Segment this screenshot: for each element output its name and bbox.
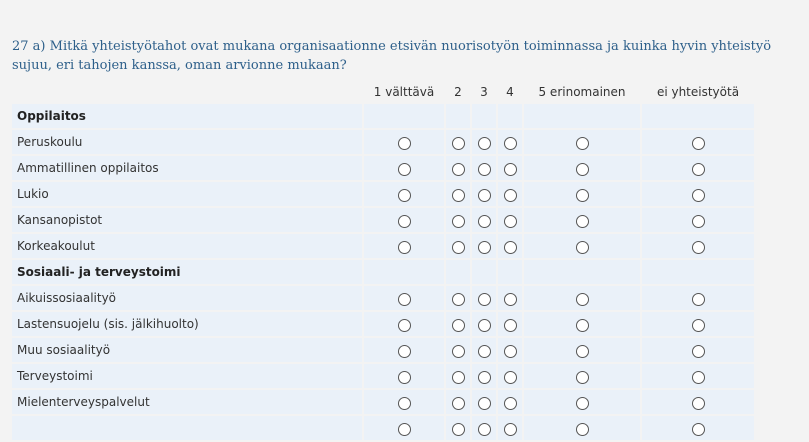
radio-cell	[642, 338, 754, 362]
radio-cell	[446, 338, 470, 362]
rating-radio[interactable]	[478, 319, 491, 332]
rating-radio[interactable]	[478, 163, 491, 176]
radio-cell	[498, 208, 522, 232]
radio-cell	[364, 182, 444, 206]
rating-radio[interactable]	[398, 293, 411, 306]
category-empty-cell	[642, 104, 754, 128]
rating-radio[interactable]	[478, 241, 491, 254]
rating-radio[interactable]	[576, 189, 589, 202]
category-empty-cell	[498, 104, 522, 128]
table-row	[12, 312, 754, 336]
column-header-row	[12, 82, 754, 102]
rating-radio[interactable]	[452, 137, 465, 150]
radio-cell	[524, 208, 640, 232]
radio-cell	[364, 156, 444, 180]
radio-cell	[446, 182, 470, 206]
rating-radio[interactable]	[576, 241, 589, 254]
rating-radio[interactable]	[576, 163, 589, 176]
category-empty-cell	[524, 260, 640, 284]
rating-radio[interactable]	[478, 423, 491, 436]
radio-cell	[642, 156, 754, 180]
radio-cell	[642, 312, 754, 336]
rating-radio[interactable]	[398, 319, 411, 332]
category-empty-cell	[498, 260, 522, 284]
radio-cell	[472, 364, 496, 388]
table-row	[12, 182, 754, 206]
radio-cell	[364, 286, 444, 310]
column-header: 1 välttävä	[373, 85, 435, 99]
category-label: Sosiaali- ja terveystoimi	[12, 260, 362, 284]
rating-radio[interactable]	[576, 371, 589, 384]
rating-radio[interactable]	[452, 241, 465, 254]
radio-cell	[524, 338, 640, 362]
row-label: Korkeakoulut	[12, 234, 362, 258]
rating-radio[interactable]	[692, 215, 705, 228]
radio-cell	[472, 208, 496, 232]
radio-cell	[446, 286, 470, 310]
rating-radio[interactable]	[576, 345, 589, 358]
rating-radio[interactable]	[478, 371, 491, 384]
rating-radio[interactable]	[398, 137, 411, 150]
row-label: Aikuissosiaalityö	[12, 286, 362, 310]
radio-cell	[524, 312, 640, 336]
radio-cell	[364, 234, 444, 258]
rating-radio[interactable]	[398, 189, 411, 202]
rating-radio[interactable]	[504, 371, 517, 384]
rating-radio[interactable]	[692, 293, 705, 306]
table-row	[12, 130, 754, 154]
radio-cell	[498, 364, 522, 388]
rating-radio[interactable]	[398, 345, 411, 358]
column-header: ei yhteistyötä	[656, 85, 740, 99]
category-row	[12, 260, 754, 284]
row-label: Terveystoimi	[12, 364, 362, 388]
rating-radio[interactable]	[452, 163, 465, 176]
radio-cell	[498, 338, 522, 362]
radio-cell	[524, 182, 640, 206]
category-label: Oppilaitos	[12, 104, 362, 128]
radio-cell	[446, 130, 470, 154]
rating-radio[interactable]	[452, 397, 465, 410]
radio-cell	[364, 312, 444, 336]
rating-radio[interactable]	[576, 137, 589, 150]
rating-radio[interactable]	[398, 163, 411, 176]
row-label: Lukio	[12, 182, 362, 206]
table-row	[12, 234, 754, 258]
rating-radio[interactable]	[692, 137, 705, 150]
rating-radio[interactable]	[398, 397, 411, 410]
radio-cell	[642, 416, 754, 440]
radio-cell	[446, 416, 470, 440]
radio-cell	[472, 390, 496, 414]
row-label: Peruskoulu	[12, 130, 362, 154]
rating-radio[interactable]	[452, 215, 465, 228]
radio-cell	[472, 338, 496, 362]
rating-radio[interactable]	[452, 319, 465, 332]
radio-cell	[498, 390, 522, 414]
rating-radio[interactable]	[576, 319, 589, 332]
radio-cell	[642, 208, 754, 232]
category-empty-cell	[446, 260, 470, 284]
category-empty-cell	[364, 104, 444, 128]
radio-cell	[446, 156, 470, 180]
category-empty-cell	[472, 104, 496, 128]
radio-cell	[446, 390, 470, 414]
radio-cell	[498, 312, 522, 336]
rating-radio[interactable]	[504, 345, 517, 358]
radio-cell	[364, 130, 444, 154]
radio-cell	[524, 390, 640, 414]
rating-radio[interactable]	[576, 215, 589, 228]
radio-cell	[446, 364, 470, 388]
rating-radio[interactable]	[576, 293, 589, 306]
table-row	[12, 416, 754, 440]
radio-cell	[472, 156, 496, 180]
rating-radio[interactable]	[692, 241, 705, 254]
header-blank	[12, 82, 362, 102]
rating-radio[interactable]	[504, 319, 517, 332]
radio-cell	[364, 364, 444, 388]
rating-radio[interactable]	[478, 293, 491, 306]
radio-cell	[498, 286, 522, 310]
rating-radio[interactable]	[692, 319, 705, 332]
radio-cell	[364, 208, 444, 232]
radio-cell	[642, 130, 754, 154]
rating-radio[interactable]	[692, 371, 705, 384]
rating-grid	[10, 80, 756, 442]
radio-cell	[642, 234, 754, 258]
radio-cell	[524, 286, 640, 310]
rating-radio[interactable]	[692, 397, 705, 410]
category-row	[12, 104, 754, 128]
radio-cell	[472, 286, 496, 310]
rating-radio[interactable]	[504, 241, 517, 254]
row-label: Kansanopistot	[12, 208, 362, 232]
rating-radio[interactable]	[452, 423, 465, 436]
table-row	[12, 390, 754, 414]
radio-cell	[472, 234, 496, 258]
rating-radio[interactable]	[504, 163, 517, 176]
radio-cell	[364, 416, 444, 440]
radio-cell	[642, 390, 754, 414]
radio-cell	[524, 156, 640, 180]
category-empty-cell	[364, 260, 444, 284]
rating-radio[interactable]	[504, 137, 517, 150]
column-header: 3	[480, 85, 488, 99]
row-label	[12, 416, 362, 440]
rating-radio[interactable]	[504, 293, 517, 306]
table-row	[12, 156, 754, 180]
radio-cell	[498, 156, 522, 180]
radio-cell	[498, 234, 522, 258]
radio-cell	[498, 182, 522, 206]
radio-cell	[642, 182, 754, 206]
rating-radio[interactable]	[452, 371, 465, 384]
radio-cell	[524, 416, 640, 440]
column-header: 4	[506, 85, 514, 99]
rating-radio[interactable]	[478, 397, 491, 410]
rating-radio[interactable]	[692, 423, 705, 436]
rating-radio[interactable]	[576, 423, 589, 436]
rating-radio[interactable]	[398, 371, 411, 384]
radio-cell	[364, 338, 444, 362]
rating-radio[interactable]	[398, 215, 411, 228]
rating-radio[interactable]	[452, 189, 465, 202]
rating-radio[interactable]	[692, 345, 705, 358]
rating-radio[interactable]	[452, 293, 465, 306]
radio-cell	[446, 234, 470, 258]
radio-cell	[446, 312, 470, 336]
row-label: Ammatillinen oppilaitos	[12, 156, 362, 180]
rating-radio[interactable]	[478, 345, 491, 358]
radio-cell	[446, 208, 470, 232]
radio-cell	[472, 182, 496, 206]
table-row	[12, 364, 754, 388]
question-text: 27 a) Mitkä yhteistyötahot ovat mukana organisaationne etsivän nuorisotyön toiminnassa ja kuinka hyvin yhteistyö sujuu, eri tahojen kanssa, oman arvionne mukaan?	[12, 39, 772, 73]
radio-cell	[524, 234, 640, 258]
rating-radio[interactable]	[504, 423, 517, 436]
row-label: Lastensuojelu (sis. jälkihuolto)	[12, 312, 362, 336]
row-label: Muu sosiaalityö	[12, 338, 362, 362]
radio-cell	[642, 286, 754, 310]
rating-radio[interactable]	[576, 397, 589, 410]
table-row	[12, 338, 754, 362]
rating-radio[interactable]	[452, 345, 465, 358]
radio-cell	[364, 390, 444, 414]
category-empty-cell	[472, 260, 496, 284]
rating-radio[interactable]	[478, 137, 491, 150]
radio-cell	[498, 130, 522, 154]
rating-radio[interactable]	[478, 215, 491, 228]
rating-radio[interactable]	[478, 189, 491, 202]
radio-cell	[524, 130, 640, 154]
table-row	[12, 208, 754, 232]
radio-cell	[524, 364, 640, 388]
rating-radio[interactable]	[504, 215, 517, 228]
table-row	[12, 286, 754, 310]
category-empty-cell	[642, 260, 754, 284]
radio-cell	[472, 130, 496, 154]
radio-cell	[498, 416, 522, 440]
row-label: Mielenterveyspalvelut	[12, 390, 362, 414]
column-header: 2	[454, 85, 462, 99]
radio-cell	[472, 312, 496, 336]
rating-radio[interactable]	[504, 397, 517, 410]
category-empty-cell	[446, 104, 470, 128]
column-header: 5 erinomainen	[538, 85, 626, 99]
rating-radio[interactable]	[692, 189, 705, 202]
radio-cell	[642, 364, 754, 388]
rating-radio[interactable]	[504, 189, 517, 202]
radio-cell	[472, 416, 496, 440]
category-empty-cell	[524, 104, 640, 128]
rating-radio[interactable]	[398, 241, 411, 254]
rating-radio[interactable]	[398, 423, 411, 436]
rating-radio[interactable]	[692, 163, 705, 176]
